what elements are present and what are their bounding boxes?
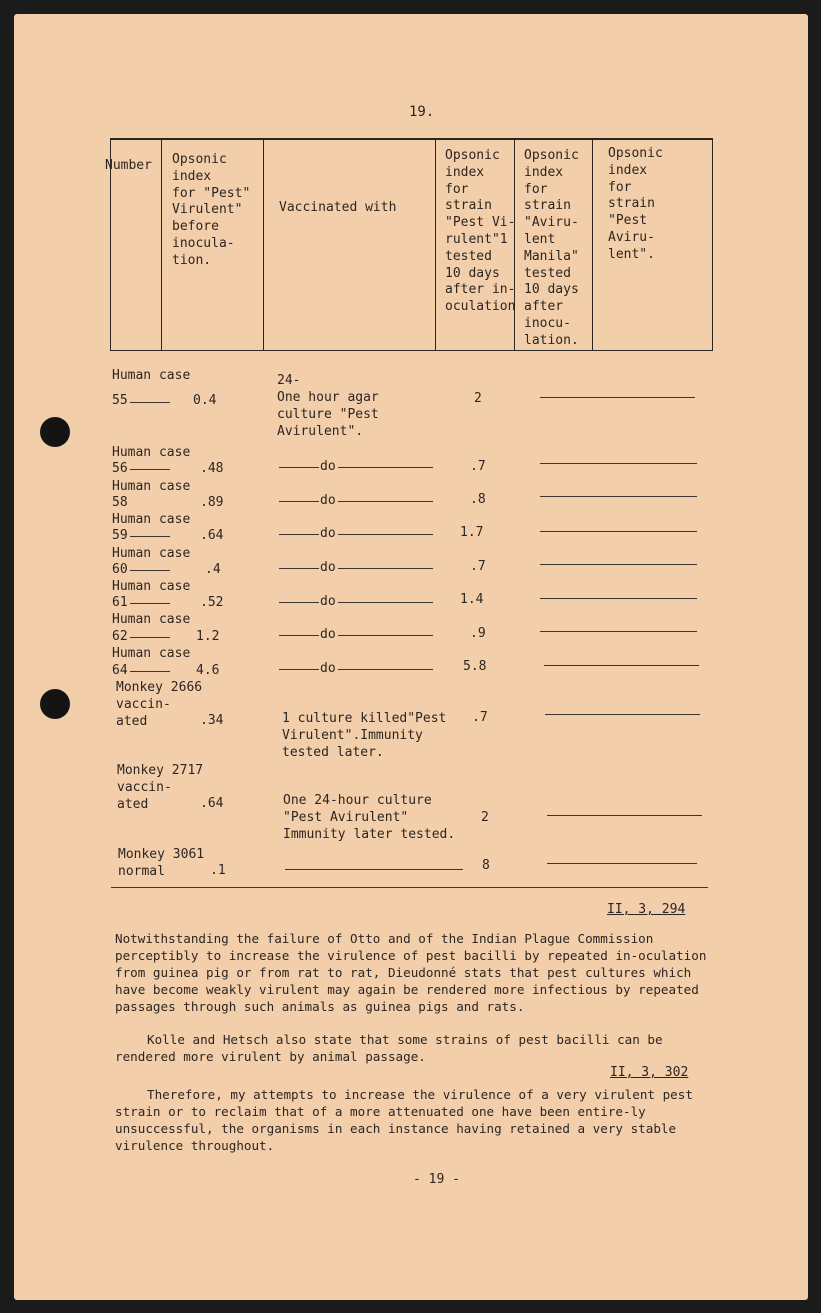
- row-label: Human case: [112, 579, 191, 594]
- reference-1: II, 3, 294: [607, 902, 686, 917]
- row-before: 1.2: [196, 629, 220, 644]
- row-vaccine: do: [320, 526, 336, 541]
- row-virulent: 8: [482, 858, 490, 873]
- row-number: 64: [112, 663, 128, 678]
- row-before: 0.4: [193, 393, 217, 408]
- row-before: 4.6: [196, 663, 220, 678]
- paragraph-3: Therefore, my attempts to increase the virulence of a very virulent pest strain or to reclaim that of a more attenuated one have been entire-ly unsuccessful, the organisms in each instance having retained a very stable virulence throughout.: [115, 1087, 693, 1153]
- row-label: Monkey 3061 normal: [118, 847, 205, 879]
- reference-2: II, 3, 302: [610, 1065, 689, 1080]
- page-number-top: 19.: [409, 104, 435, 120]
- row-label: Monkey 2717 vaccin- ated: [117, 763, 204, 812]
- row-before: .52: [200, 595, 224, 610]
- paragraph-1: Notwithstanding the failure of Otto and of the Indian Plague Commission perceptibly to increase the virulence of pest bacilli by repeated in-oculation from guinea pig or from rat to rat, Dieudonné stats that pest cultures which have become weakly virulent may again be rendered more infectious by repeated passages through such animals as guinea pigs and rats.: [115, 931, 707, 1014]
- row-vaccine: do: [320, 594, 336, 609]
- row-label: Human case: [112, 546, 191, 561]
- row-vaccine: 1 culture killed"Pest Virulent".Immunity tested later.: [282, 711, 447, 760]
- row-before: .4: [205, 562, 221, 577]
- row-before: .64: [200, 528, 224, 543]
- row-before: .48: [200, 461, 224, 476]
- row-before: .89: [200, 495, 224, 510]
- header-opsonic-virulent: Opsonic index for strain "Pest Vi- rulent"1 tested 10 days after in- oculation: [445, 148, 516, 315]
- row-vaccine: 24- One hour agar culture "Pest Avirulent".: [277, 373, 379, 439]
- row-number: 59: [112, 528, 128, 543]
- row-virulent: .7: [470, 559, 486, 574]
- row-virulent: 2: [481, 810, 489, 825]
- header-opsonic-pest-avirulent: Opsonic index for strain "Pest Aviru- lent".: [608, 146, 663, 262]
- row-label: Human case: [112, 612, 191, 627]
- header-opsonic-before: Opsonic index for "Pest" Virulent" before inocula- tion.: [172, 152, 251, 268]
- row-number: 60: [112, 562, 128, 577]
- row-virulent: 1.4: [460, 592, 484, 607]
- table-bottom-rule: [111, 887, 708, 888]
- page-number-bottom: - 19 -: [413, 1172, 460, 1187]
- row-vaccine: One 24-hour culture "Pest Avirulent" Immunity later tested.: [283, 793, 456, 842]
- row-vaccine: do: [320, 661, 336, 676]
- row-label: Human case: [112, 479, 191, 494]
- row-virulent: .9: [470, 626, 486, 641]
- row-before: .1: [210, 863, 226, 878]
- row-virulent: .8: [470, 492, 486, 507]
- row-virulent: 2: [474, 391, 482, 406]
- row-label: Human case: [112, 512, 191, 527]
- row-label: Monkey 2666 vaccin- ated: [116, 680, 203, 729]
- row-number: 62: [112, 629, 128, 644]
- row-vaccine: do: [320, 493, 336, 508]
- row-number: 58: [112, 495, 128, 510]
- row-virulent: .7: [470, 459, 486, 474]
- header-number: Number: [105, 158, 152, 173]
- row-label: Human case: [112, 646, 191, 661]
- row-number: 56: [112, 461, 128, 476]
- row-virulent: 5.8: [463, 659, 487, 674]
- row-before: .64: [200, 796, 224, 811]
- row-vaccine: do: [320, 627, 336, 642]
- row-before: .34: [200, 713, 224, 728]
- row-virulent: 1.7: [460, 525, 484, 540]
- row-vaccine: do: [320, 560, 336, 575]
- table-header: [105, 138, 713, 351]
- row-label: Human case: [112, 368, 191, 383]
- punch-hole: [40, 417, 70, 447]
- row-virulent: .7: [472, 710, 488, 725]
- row-number: 55: [112, 393, 128, 408]
- paragraph-2: Kolle and Hetsch also state that some strains of pest bacilli can be rendered more virulent by animal passage.: [115, 1032, 663, 1064]
- row-label: Human case: [112, 445, 191, 460]
- header-vaccinated-with: Vaccinated with: [279, 200, 397, 215]
- row-vaccine: do: [320, 459, 336, 474]
- punch-hole: [40, 689, 70, 719]
- header-opsonic-avirulent-manila: Opsonic index for strain "Aviru- lent Manila" tested 10 days after inocu- lation.: [524, 148, 579, 348]
- row-number: 61: [112, 595, 128, 610]
